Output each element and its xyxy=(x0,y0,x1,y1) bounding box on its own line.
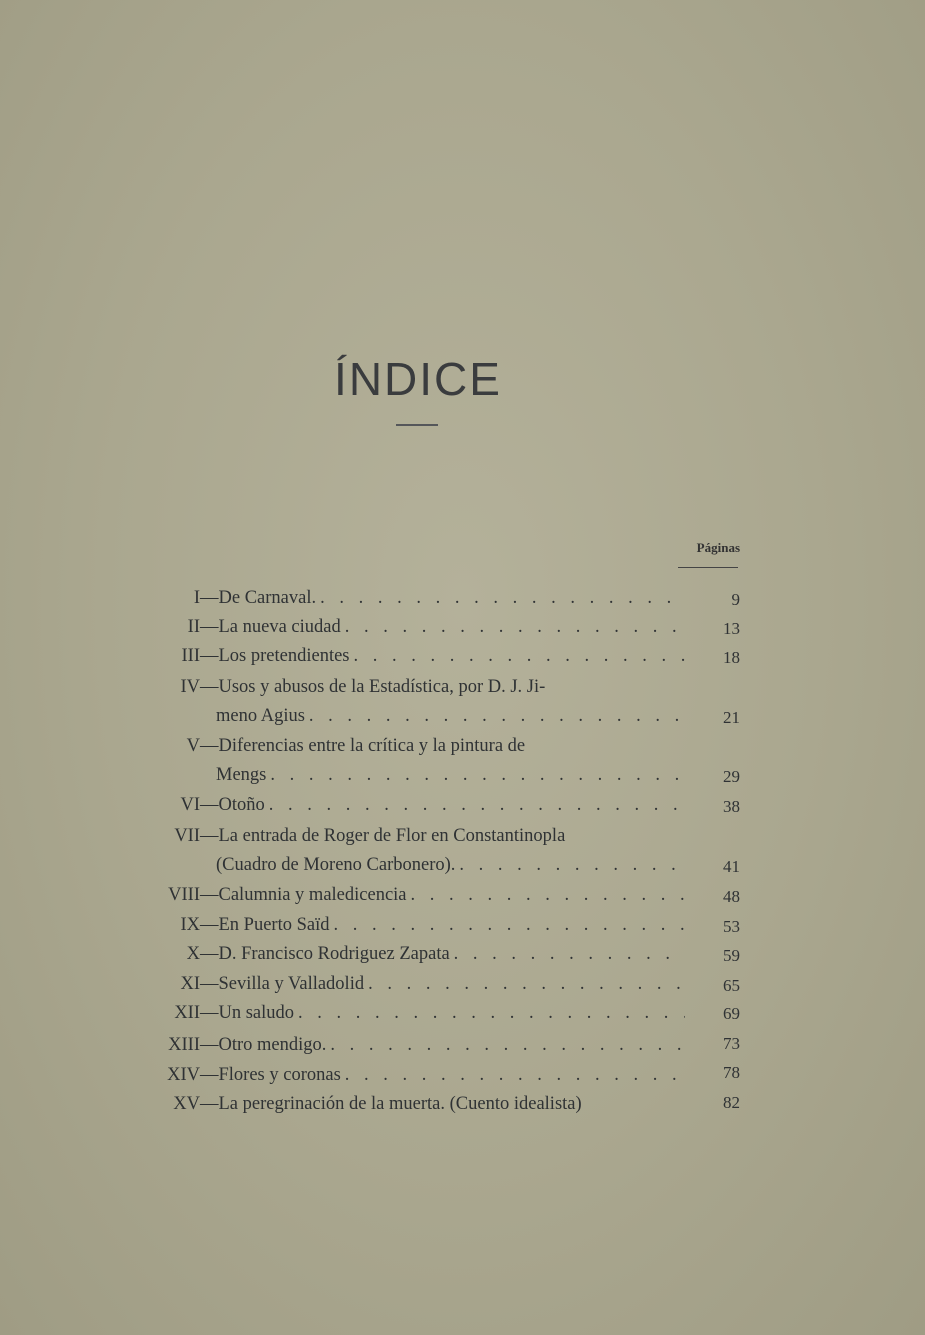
toc-entry xyxy=(130,588,685,616)
dot-leader xyxy=(330,1035,685,1056)
entry-number: XI xyxy=(180,974,200,994)
toc-entry xyxy=(130,885,685,913)
entry-page-number: 82 xyxy=(723,1093,740,1112)
entry-number: XII xyxy=(174,1003,200,1023)
entry-number: VII xyxy=(174,826,200,846)
entry-number: XV xyxy=(173,1094,200,1114)
dot-leader xyxy=(269,795,685,816)
entry-number: IX xyxy=(180,915,200,935)
entry-page-number: 38 xyxy=(723,797,740,816)
entry-number: VIII xyxy=(168,885,200,905)
entry-title: —Usos y abusos de la Estadística, por D. J. Ji- xyxy=(200,677,546,697)
entry-title: —La entrada de Roger de Flor en Constantinopla xyxy=(200,826,566,846)
entry-title-continued: meno Agius xyxy=(216,706,305,726)
toc-entry xyxy=(130,974,685,1002)
entry-title: —De Carnaval. xyxy=(200,588,317,608)
toc-entry-continuation xyxy=(216,706,686,734)
entry-number: II xyxy=(187,617,200,637)
dot-leader xyxy=(368,974,685,995)
entry-number: XIV xyxy=(167,1065,200,1085)
entry-page-number: 65 xyxy=(723,976,740,995)
entry-page-number: 78 xyxy=(723,1063,740,1082)
dot-leader xyxy=(334,915,686,936)
entry-page-number: 41 xyxy=(723,857,740,876)
entry-title-continued: Mengs xyxy=(216,765,267,785)
entry-number: I xyxy=(193,588,200,608)
entry-title: —Otoño xyxy=(200,795,265,815)
entry-page-number: 53 xyxy=(723,917,740,936)
dot-leader xyxy=(345,617,685,638)
toc-entry xyxy=(130,617,685,645)
dot-leader xyxy=(270,765,686,786)
entry-page-number: 29 xyxy=(723,767,740,786)
entry-number: IV xyxy=(180,677,200,697)
entry-page-number: 13 xyxy=(723,619,740,638)
dot-leader xyxy=(454,944,685,965)
entry-number: V xyxy=(186,736,200,756)
title-divider xyxy=(396,424,438,426)
toc-entry xyxy=(130,795,685,823)
dot-leader xyxy=(459,855,686,876)
entry-page-number: 21 xyxy=(723,708,740,727)
toc-entry xyxy=(130,826,682,854)
entry-title: —Diferencias entre la crítica y la pintura de xyxy=(200,736,526,756)
toc-entry xyxy=(130,915,685,943)
toc-entry-continuation xyxy=(216,765,686,793)
toc-entry xyxy=(130,1003,685,1031)
entry-number: X xyxy=(186,944,200,964)
toc-entry xyxy=(130,736,682,764)
dot-leader xyxy=(320,588,685,609)
dot-leader xyxy=(411,885,685,906)
entry-title: —Flores y coronas xyxy=(200,1065,341,1085)
toc-entry xyxy=(130,1035,685,1063)
entry-title: —Sevilla y Valladolid xyxy=(200,974,365,994)
toc-entry xyxy=(130,944,685,972)
dot-leader xyxy=(309,706,686,727)
page-title: ÍNDICE xyxy=(334,353,502,405)
entry-title: —Los pretendientes xyxy=(200,646,350,666)
entry-number: III xyxy=(181,646,200,666)
dot-leader xyxy=(354,646,686,667)
entry-title: —En Puerto Saïd xyxy=(200,915,330,935)
pages-header-divider xyxy=(678,567,738,568)
entry-title: —Otro mendigo. xyxy=(200,1035,327,1055)
entry-title: —Calumnia y maledicencia xyxy=(200,885,407,905)
entry-title: —La nueva ciudad xyxy=(200,617,341,637)
entry-page-number: 59 xyxy=(723,946,740,965)
entry-page-number: 9 xyxy=(731,590,740,609)
entry-title: —Un saludo xyxy=(200,1003,295,1023)
entry-page-number: 69 xyxy=(723,1004,740,1023)
entry-page-number: 18 xyxy=(723,648,740,667)
toc-entry-continuation xyxy=(216,855,686,883)
entry-title: —D. Francisco Rodriguez Zapata xyxy=(200,944,450,964)
pages-column-header: Páginas xyxy=(696,540,740,555)
dot-leader xyxy=(298,1003,685,1024)
toc-entry xyxy=(130,677,682,705)
entry-number: VI xyxy=(180,795,200,815)
entry-title-continued: (Cuadro de Moreno Carbonero). xyxy=(216,855,456,875)
entry-number: XIII xyxy=(168,1035,200,1055)
entry-title: —La peregrinación de la muerta. (Cuento idealista) xyxy=(200,1094,582,1114)
entry-page-number: 48 xyxy=(723,887,740,906)
toc-entry xyxy=(130,1094,690,1122)
toc-entry xyxy=(130,1065,685,1093)
dot-leader xyxy=(345,1065,685,1086)
toc-entry xyxy=(130,646,685,674)
entry-page-number: 73 xyxy=(723,1034,740,1053)
